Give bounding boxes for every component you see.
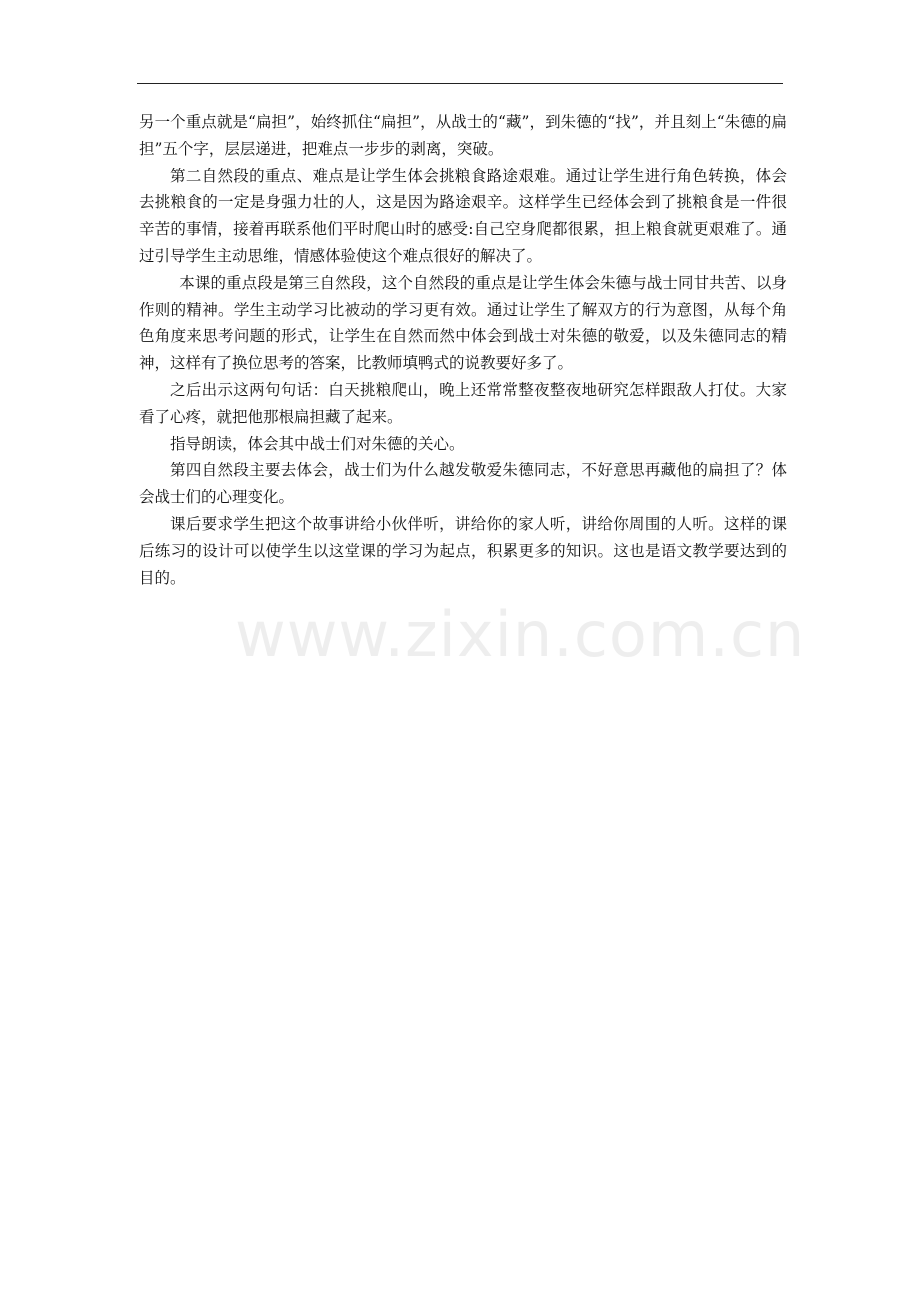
paragraph-key-point-carrying-pole: 另一个重点就是“扁担”，始终抓住“扁担”，从战士的“藏”，到朱德的“找”，并且刻上“朱德的扁担”五个字，层层递进，把难点一步步的剥离，突破。	[139, 113, 787, 158]
paragraph-homework: 课后要求学生把这个故事讲给小伙伴听，讲给你的家人听，讲给你周围的人听。这样的课后练习的设计可以使学生以这堂课的学习为起点，积累更多的知识。这也是语文教学要达到的目的。	[139, 514, 787, 587]
paragraph-guided-reading: 指导朗读，体会其中战士们对朱德的关心。	[170, 434, 465, 453]
paragraph-third-section: 本课的重点段是第三自然段，这个自然段的重点是让学生体会朱德与战士同甘共苦、以身作则的精神。学生主动学习比被动的学习更有效。通过让学生了解双方的行为意图，从每个角色角度来思考问题的形式，让学生在自然而然中体会到战士对朱德的敬爱，以及朱德同志的精神，这样有了换位思考的答案，比教师填鸭式的说教要好多了。	[139, 273, 787, 373]
watermark: www.zixin.com.cn	[235, 598, 806, 671]
document-body	[139, 109, 787, 591]
paragraph-show-sentences: 之后出示这两句句话：白天挑粮爬山，晚上还常常整夜整夜地研究怎样跟敌人打仗。大家看了心疼，就把他那根扁担藏了起来。	[139, 380, 787, 426]
paragraph-fourth-section: 第四自然段主要去体会，战士们为什么越发敬爱朱德同志，不好意思再藏他的扁担了？体会战士们的心理变化。	[139, 461, 787, 507]
header-rule	[137, 83, 783, 84]
paragraph-second-section: 第二自然段的重点、难点是让学生体会挑粮食路途艰难。通过让学生进行角色转换，体会去挑粮食的一定是身强力壮的人，这是因为路途艰辛。这样学生已经体会到了挑粮食是一件很辛苦的事情，接着再联系他们平时爬山时的感受:自己空身爬都很累，担上粮食就更艰难了。通过引导学生主动思维，情感体验使这个难点很好的解决了。	[139, 166, 787, 265]
